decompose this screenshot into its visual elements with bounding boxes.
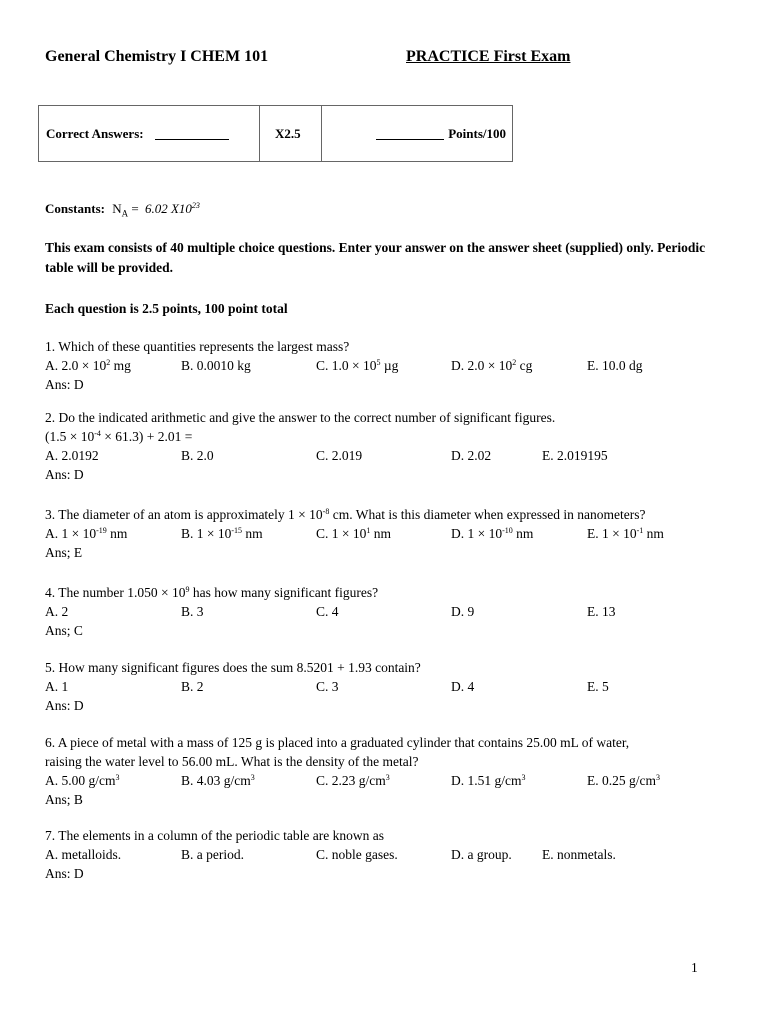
- option-d: D. 1.51 $g/cm^3$: [451, 773, 526, 788]
- correct-answers-cell: [39, 106, 260, 161]
- question-stem-continued: raising the water level to 56.00 mL. What is the density of the metal?: [45, 754, 419, 769]
- avogadro-symbol: $N_A$ =: [112, 201, 142, 219]
- option-d: D. 2.02: [451, 448, 492, 463]
- question-2: [45, 408, 735, 484]
- constants: [45, 201, 200, 217]
- option-a: A. 1: [45, 679, 69, 694]
- option-c: C. $1 \times 10^1$ nm: [316, 526, 392, 541]
- question-stem: 2. Do the indicated arithmetic and give the answer to the correct number of significant figures.: [45, 410, 556, 425]
- question-3: [45, 505, 735, 562]
- option-d: D. 4: [451, 679, 475, 694]
- correct-answers-label: Correct Answers:: [46, 125, 144, 141]
- option-a: A. 2: [45, 604, 69, 619]
- option-c: C. 2.019: [316, 448, 363, 463]
- option-a: A. $2.0 \times 10^2$ mg: [45, 358, 131, 373]
- question-5: [45, 658, 735, 715]
- option-b: B. a period.: [181, 847, 244, 862]
- answer-options: [45, 845, 735, 864]
- option-e: E. 0.25 $g/cm^3$: [587, 773, 660, 788]
- question-7: [45, 826, 735, 883]
- correct-answers-blank: [155, 127, 229, 140]
- answer-options: [45, 356, 735, 375]
- points-cell: [322, 106, 512, 161]
- answer-options: [45, 602, 735, 621]
- option-e: E. 10.0 dg: [587, 358, 643, 373]
- answer-key: Ans; C: [45, 623, 83, 638]
- constants-label: Constants:: [45, 201, 105, 216]
- multiplier: X2.5: [275, 125, 301, 141]
- option-e: E. $1 \times 10^{-1}$ nm: [587, 526, 664, 541]
- option-e: E. nonmetals.: [542, 847, 616, 862]
- question-stem: 7. The elements in a column of the periodic table are known as: [45, 828, 385, 843]
- question-stem: 6. A piece of metal with a mass of 125 g is placed into a graduated cylinder that contains 25.00 mL of water,: [45, 735, 630, 750]
- answer-key: Ans: D: [45, 377, 84, 392]
- option-c: C. 2.23 $g/cm^3$: [316, 773, 390, 788]
- answer-key: Ans: D: [45, 467, 84, 482]
- answer-options: [45, 446, 735, 465]
- question-stem: 1. Which of these quantities represents the largest mass?: [45, 339, 350, 354]
- intro-points: Each question is 2.5 points, 100 point total: [45, 301, 288, 316]
- option-e: E. 5: [587, 679, 609, 694]
- option-a: A. 2.0192: [45, 448, 99, 463]
- option-b: B. $1 \times 10^{-15}$ nm: [181, 526, 263, 541]
- question-stem: 3. The diameter of an atom is approximately $1 \times 10^{-8}$ cm. What is this diameter when expressed in nanometers?: [45, 507, 646, 522]
- option-b: B. 2.0: [181, 448, 214, 463]
- exam-title: PRACTICE First Exam: [406, 48, 571, 65]
- answer-options: [45, 524, 735, 543]
- option-c: C. $1.0 \times 10^5$ µg: [316, 358, 399, 373]
- option-c: C. noble gases.: [316, 847, 398, 862]
- option-a: A. metalloids.: [45, 847, 122, 862]
- option-e: E. 2.019195: [542, 448, 608, 463]
- page-number: 1: [691, 960, 698, 975]
- option-b: B. 3: [181, 604, 204, 619]
- answer-options: [45, 771, 735, 790]
- option-a: A. 5.00 $g/cm^3$: [45, 773, 120, 788]
- option-c: C. 3: [316, 679, 339, 694]
- option-d: D. 9: [451, 604, 475, 619]
- question-stem: 4. The number $1.050 \times 10^9$ has how many significant figures?: [45, 585, 379, 600]
- question-1: [45, 337, 735, 394]
- option-b: B. 2: [181, 679, 204, 694]
- points-label: Points/100: [448, 125, 506, 141]
- answer-key: Ans: D: [45, 866, 84, 881]
- answer-key: Ans; E: [45, 545, 83, 560]
- option-d: D. $1 \times 10^{-10}$ nm: [451, 526, 534, 541]
- score-box: [38, 105, 513, 162]
- question-4: [45, 583, 735, 640]
- option-d: D. a group.: [451, 847, 512, 862]
- option-b: B. 0.0010 kg: [181, 358, 251, 373]
- answer-options: [45, 677, 735, 696]
- intro-instructions: This exam consists of 40 multiple choice questions. Enter your answer on the answer sheet (supplied) only. Periodic table will be provided.: [45, 240, 706, 275]
- option-a: A. $1 \times 10^{-19}$ nm: [45, 526, 128, 541]
- multiplier-cell: [260, 106, 322, 161]
- points-blank: [376, 127, 444, 140]
- option-b: B. 4.03 $g/cm^3$: [181, 773, 255, 788]
- answer-key: Ans: D: [45, 698, 84, 713]
- answer-key: Ans; B: [45, 792, 83, 807]
- question-stem: 5. How many significant figures does the sum 8.5201 + 1.93 contain?: [45, 660, 421, 675]
- question-stem-continued: $(1.5 \times 10^{-4} \times 61.3) + 2.01$ =: [45, 429, 193, 444]
- option-d: D. $2.0 \times 10^2$ cg: [451, 358, 533, 373]
- avogadro-value: 6.02 $X10^{23}$: [144, 201, 200, 216]
- question-6: [45, 733, 735, 809]
- option-e: E. 13: [587, 604, 616, 619]
- course-title: General Chemistry I CHEM 101: [45, 48, 269, 65]
- option-c: C. 4: [316, 604, 339, 619]
